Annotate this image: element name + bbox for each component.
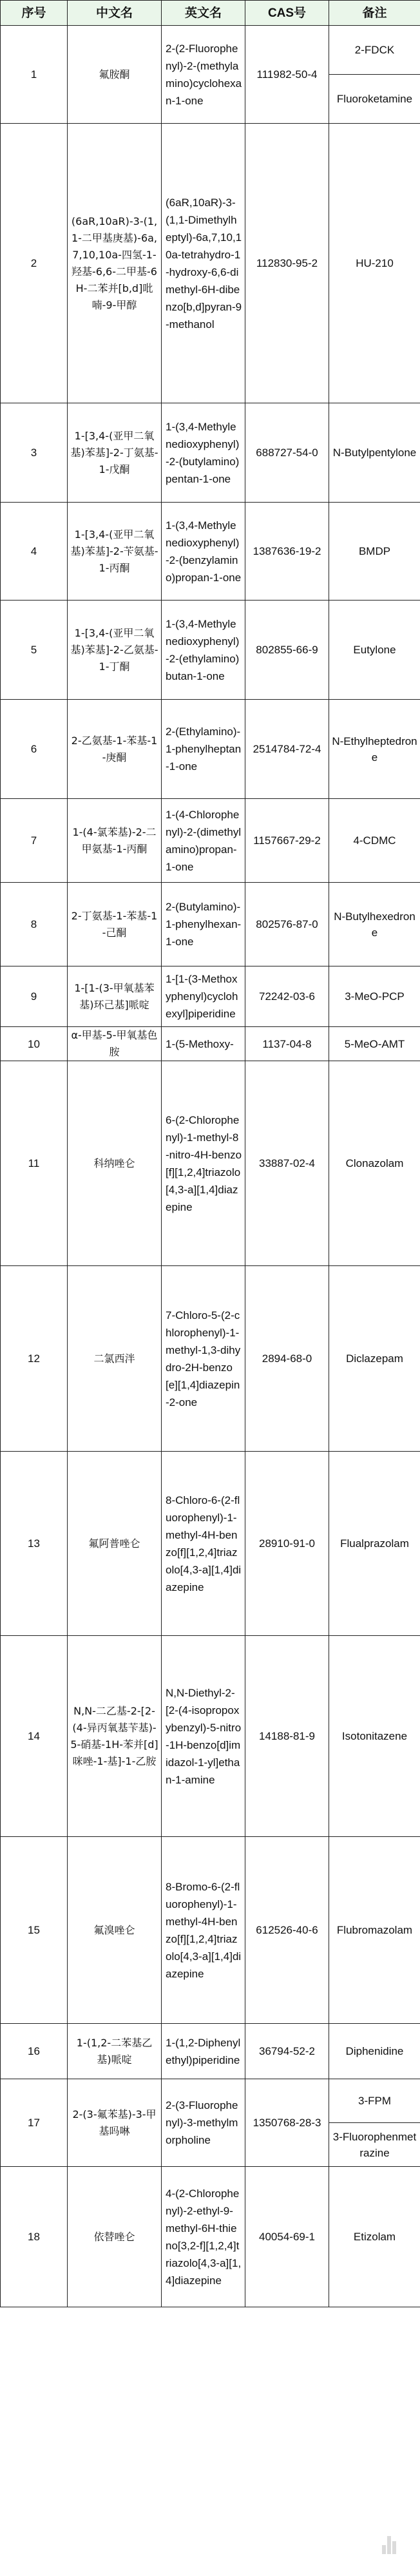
table-row xyxy=(1,1636,420,1837)
table-row xyxy=(1,1061,420,1266)
table-row xyxy=(1,966,420,1027)
chinese-name: 1-(4-氯苯基)-2-二甲氨基-1-丙酮 xyxy=(68,799,162,883)
row-number: 15 xyxy=(1,1837,68,2024)
remark: Clonazolam xyxy=(329,1061,420,1266)
remark: Flualprazolam xyxy=(329,1452,420,1636)
chinese-name: 二氯西泮 xyxy=(68,1266,162,1452)
cas-number: 40054-69-1 xyxy=(245,2167,329,2307)
english-name: 1-(3,4-Methylenedioxyphenyl)-2-(butylamino)pentan-1-one xyxy=(162,403,245,503)
cas-number: 112830-95-2 xyxy=(245,124,329,403)
remark: Flubromazolam xyxy=(329,1837,420,2024)
cas-number: 2514784-72-4 xyxy=(245,700,329,799)
chinese-name: 2-乙氨基-1-苯基-1-庚酮 xyxy=(68,700,162,799)
row-number: 4 xyxy=(1,503,68,601)
cas-number: 72242-03-6 xyxy=(245,966,329,1027)
table-row xyxy=(1,799,420,883)
english-name: 2-(3-Fluorophenyl)-3-methylmorpholine xyxy=(162,2079,245,2167)
table-row xyxy=(1,601,420,700)
remark: Isotonitazene xyxy=(329,1636,420,1837)
row-number: 14 xyxy=(1,1636,68,1837)
cas-number: 28910-91-0 xyxy=(245,1452,329,1636)
row-number: 7 xyxy=(1,799,68,883)
table-header-row xyxy=(1,1,420,26)
remark: 3-MeO-PCP xyxy=(329,966,420,1027)
cas-number: 1350768-28-3 xyxy=(245,2079,329,2167)
chinese-name: 氟溴唑仑 xyxy=(68,1837,162,2024)
cas-number: 1387636-19-2 xyxy=(245,503,329,601)
chinese-name: N,N-二乙基-2-[2-(4-异丙氧基苄基)-5-硝基-1H-苯并[d]咪唑-1-基]-1-乙胺 xyxy=(68,1636,162,1837)
cas-number: 1137-04-8 xyxy=(245,1027,329,1061)
english-name: N,N-Diethyl-2-[2-(4-isopropoxybenzyl)-5-nitro-1H-benzo[d]imidazol-1-yl]ethan-1-amine xyxy=(162,1636,245,1837)
table-row xyxy=(1,403,420,503)
cas-number: 802855-66-9 xyxy=(245,601,329,700)
remark: BMDP xyxy=(329,503,420,601)
english-name: 8-Bromo-6-(2-fluorophenyl)-1-methyl-4H-benzo[f][1,2,4]triazolo[4,3-a][1,4]diazepine xyxy=(162,1837,245,2024)
english-name: 8-Chloro-6-(2-fluorophenyl)-1-methyl-4H-benzo[f][1,2,4]triazolo[4,3-a][1,4]diazepine xyxy=(162,1452,245,1636)
chinese-name: (6aR,10aR)-3-(1,1-二甲基庚基)-6a,7,10,10a-四氢-1-羟基-6,6-二甲基-6H-二苯并[b,d]吡喃-9-甲醇 xyxy=(68,124,162,403)
cas-number: 33887-02-4 xyxy=(245,1061,329,1266)
chinese-name: 氟阿普唑仑 xyxy=(68,1452,162,1636)
row-number: 6 xyxy=(1,700,68,799)
chinese-name: 1-[3,4-(亚甲二氧基)苯基]-2-苄氨基-1-丙酮 xyxy=(68,503,162,601)
chinese-name: 1-[1-(3-甲氧基苯基)环己基]哌啶 xyxy=(68,966,162,1027)
chinese-name: 依替唑仑 xyxy=(68,2167,162,2307)
cas-number: 2894-68-0 xyxy=(245,1266,329,1452)
row-number: 10 xyxy=(1,1027,68,1061)
row-number: 18 xyxy=(1,2167,68,2307)
remark: N-Butylhexedrone xyxy=(329,883,420,966)
english-name: 4-(2-Chlorophenyl)-2-ethyl-9-methyl-6H-thieno[3,2-f][1,2,4]triazolo[4,3-a][1,4]diazepine xyxy=(162,2167,245,2307)
table-row xyxy=(1,2079,420,2123)
english-name: 1-(4-Chlorophenyl)-2-(dimethylamino)propan-1-one xyxy=(162,799,245,883)
row-number: 17 xyxy=(1,2079,68,2167)
table-row xyxy=(1,1452,420,1636)
cas-number: 1157667-29-2 xyxy=(245,799,329,883)
row-number: 1 xyxy=(1,26,68,124)
row-number: 11 xyxy=(1,1061,68,1266)
remark: Diclazepam xyxy=(329,1266,420,1452)
chinese-name: 2-丁氨基-1-苯基-1-己酮 xyxy=(68,883,162,966)
row-number: 9 xyxy=(1,966,68,1027)
table-row xyxy=(1,1266,420,1452)
header-no: 序号 xyxy=(1,1,68,26)
table-row xyxy=(1,2167,420,2307)
header-cn-name: 中文名 xyxy=(68,1,162,26)
row-number: 3 xyxy=(1,403,68,503)
chinese-name: 1-[3,4-(亚甲二氧基)苯基]-2-乙氨基-1-丁酮 xyxy=(68,601,162,700)
english-name: 6-(2-Chlorophenyl)-1-methyl-8-nitro-4H-benzo[f][1,2,4]triazolo[4,3-a][1,4]diazepine xyxy=(162,1061,245,1266)
row-number: 2 xyxy=(1,124,68,403)
remark: 3-FPM xyxy=(329,2079,420,2123)
table-row xyxy=(1,883,420,966)
remark: 3-Fluorophenmetrazine xyxy=(329,2123,420,2167)
chinese-name: 1-[3,4-(亚甲二氧基)苯基]-2-丁氨基-1-戊酮 xyxy=(68,403,162,503)
chinese-name: 科纳唑仑 xyxy=(68,1061,162,1266)
row-number: 5 xyxy=(1,601,68,700)
table-row xyxy=(1,1837,420,2024)
chinese-name: α-甲基-5-甲氧基色胺 xyxy=(68,1027,162,1061)
remark: 4-CDMC xyxy=(329,799,420,883)
table-row xyxy=(1,700,420,799)
table-row xyxy=(1,124,420,403)
english-name: 2-(Ethylamino)-1-phenylheptan-1-one xyxy=(162,700,245,799)
remark: Fluoroketamine xyxy=(329,75,420,124)
cas-number: 14188-81-9 xyxy=(245,1636,329,1837)
cas-number: 111982-50-4 xyxy=(245,26,329,124)
header-remark: 备注 xyxy=(329,1,420,26)
english-name: 7-Chloro-5-(2-chlorophenyl)-1-methyl-1,3-dihydro-2H-benzo[e][1,4]diazepin-2-one xyxy=(162,1266,245,1452)
chinese-name: 1-(1,2-二苯基乙基)哌啶 xyxy=(68,2024,162,2079)
remark: Diphenidine xyxy=(329,2024,420,2079)
remark: Etizolam xyxy=(329,2167,420,2307)
row-number: 12 xyxy=(1,1266,68,1452)
remark: N-Butylpentylone xyxy=(329,403,420,503)
english-name: 1-(3,4-Methylenedioxyphenyl)-2-(benzylamino)propan-1-one xyxy=(162,503,245,601)
cas-number: 688727-54-0 xyxy=(245,403,329,503)
remark: HU-210 xyxy=(329,124,420,403)
table-row xyxy=(1,503,420,601)
english-name: 1-[1-(3-Methoxyphenyl)cyclohexyl]piperidine xyxy=(162,966,245,1027)
remark: 2-FDCK xyxy=(329,26,420,75)
remark: N-Ethylheptedrone xyxy=(329,700,420,799)
header-en-name: 英文名 xyxy=(162,1,245,26)
chinese-name: 氟胺酮 xyxy=(68,26,162,124)
english-name: 2-(2-Fluorophenyl)-2-(methylamino)cyclohexan-1-one xyxy=(162,26,245,124)
table-row xyxy=(1,26,420,75)
header-cas: CAS号 xyxy=(245,1,329,26)
english-name: 1-(5-Methoxy- xyxy=(162,1027,245,1061)
row-number: 8 xyxy=(1,883,68,966)
watermark-logo xyxy=(370,2535,408,2568)
english-name: (6aR,10aR)-3-(1,1-Dimethylheptyl)-6a,7,10,10a-tetrahydro-1-hydroxy-6,6-dimethyl-6H-dibenzo[b,d]pyran-9-methanol xyxy=(162,124,245,403)
english-name: 1-(3,4-Methylenedioxyphenyl)-2-(ethylamino)butan-1-one xyxy=(162,601,245,700)
chinese-name: 2-(3-氟苯基)-3-甲基吗啉 xyxy=(68,2079,162,2167)
cas-number: 802576-87-0 xyxy=(245,883,329,966)
row-number: 16 xyxy=(1,2024,68,2079)
cas-number: 612526-40-6 xyxy=(245,1837,329,2024)
english-name: 1-(1,2-Diphenylethyl)piperidine xyxy=(162,2024,245,2079)
english-name: 2-(Butylamino)-1-phenylhexan-1-one xyxy=(162,883,245,966)
table-row xyxy=(1,1027,420,1061)
remark: Eutylone xyxy=(329,601,420,700)
table-row xyxy=(1,2024,420,2079)
cas-number: 36794-52-2 xyxy=(245,2024,329,2079)
remark: 5-MeO-AMT xyxy=(329,1027,420,1061)
building-icon xyxy=(381,2535,397,2554)
row-number: 13 xyxy=(1,1452,68,1636)
